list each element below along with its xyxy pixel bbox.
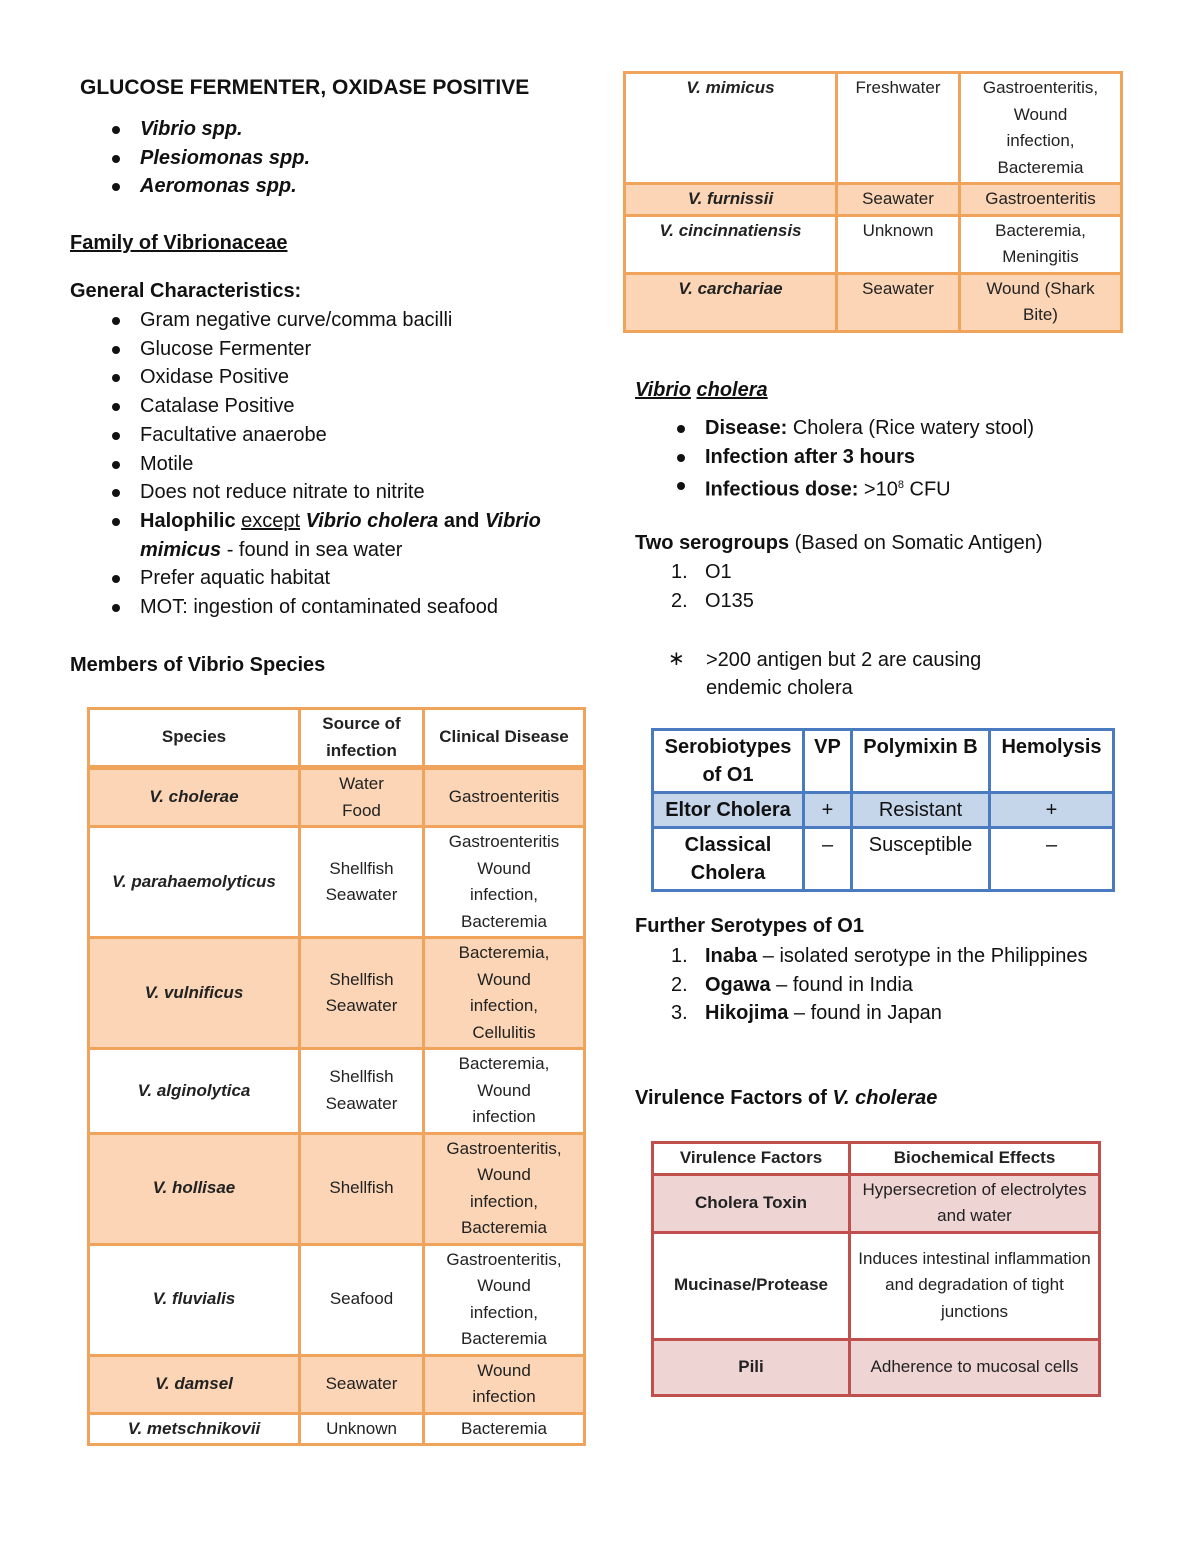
further-serotypes-heading: Further Serotypes of O1 xyxy=(635,915,864,937)
disease-cell: Gastroenteritis, Wound infection, Bacteremia xyxy=(424,1133,585,1244)
list-item: Infectious dose: $>10^8$ CFU xyxy=(635,471,1155,504)
table-row xyxy=(89,938,585,1049)
source-cell: Unknown xyxy=(300,1413,424,1445)
table-row xyxy=(89,827,585,938)
header-cell: Source of infection xyxy=(300,709,424,768)
effect-cell: Induces intestinal inflammation and degradation of tight junctions xyxy=(850,1232,1100,1339)
effect-cell: Hypersecretion of electrolytes and water xyxy=(850,1174,1100,1232)
general-characteristics-heading: General Characteristics: xyxy=(70,280,302,302)
table-row xyxy=(653,1174,1100,1232)
header-cell: Clinical Disease xyxy=(424,709,585,768)
table-row xyxy=(625,215,1122,273)
factor-cell: Mucinase/Protease xyxy=(653,1232,850,1339)
disease-cell: Gastroenteritis, Wound infection, Bacteremia xyxy=(424,1244,585,1355)
vp-cell: – xyxy=(804,828,852,891)
species-cell: V. mimicus xyxy=(625,73,837,184)
antigen-note: >200 antigen but 2 are causing endemic cholera xyxy=(706,649,982,699)
species-cell: V. hollisae xyxy=(89,1133,300,1244)
list-item: 2. Ogawa – found in India xyxy=(671,973,913,996)
characteristics-list xyxy=(70,306,580,622)
hemolysis-cell: – xyxy=(990,828,1114,891)
list-item: Facultative anaerobe xyxy=(70,421,580,450)
serogroups-list xyxy=(635,558,1135,615)
table-row xyxy=(625,273,1122,331)
table-row xyxy=(625,73,1122,184)
list-item: Motile xyxy=(70,450,580,479)
asterisk-icon: ∗ xyxy=(668,648,685,670)
species-cell: V. vulnificus xyxy=(89,938,300,1049)
list-item: Vibrio spp. xyxy=(70,115,570,144)
table-row xyxy=(653,1339,1100,1395)
source-cell: Shellfish Seawater xyxy=(300,938,424,1049)
list-item: Infection after 3 hours xyxy=(635,443,1155,472)
species-cell: V. cincinnatiensis xyxy=(625,215,837,273)
list-item: Aeromonas spp. xyxy=(70,172,570,201)
disease-cell: Bacteremia, Meningitis xyxy=(960,215,1122,273)
disease-cell: Bacteremia, Wound infection, Cellulitis xyxy=(424,938,585,1049)
table-row xyxy=(89,1133,585,1244)
table-row xyxy=(89,1049,585,1134)
species-cell: V. fluvialis xyxy=(89,1244,300,1355)
source-cell: Shellfish xyxy=(300,1133,424,1244)
source-cell: Seawater xyxy=(837,184,960,216)
table-row xyxy=(653,1232,1100,1339)
members-heading: Members of Vibrio Species xyxy=(70,654,326,676)
list-item: Prefer aquatic habitat xyxy=(70,564,580,593)
biotype-cell: Classical Cholera xyxy=(653,828,804,891)
polymixin-cell: Resistant xyxy=(852,793,990,828)
header-cell: Serobiotypes of O1 xyxy=(653,730,804,793)
virulence-table xyxy=(651,1141,1101,1397)
vp-cell: + xyxy=(804,793,852,828)
source-cell: Seafood xyxy=(300,1244,424,1355)
table-row xyxy=(89,1413,585,1445)
source-cell: Water Food xyxy=(300,768,424,827)
vibrio-cholera-heading: Vibrio cholera xyxy=(635,379,768,401)
species-cell: V. alginolytica xyxy=(89,1049,300,1134)
vibrio-cholera-list xyxy=(635,414,1155,505)
header-cell: Virulence Factors xyxy=(653,1143,850,1175)
header-cell: Hemolysis xyxy=(990,730,1114,793)
disease-cell: Gastroenteritis Wound infection, Bacteremia xyxy=(424,827,585,938)
source-cell: Shellfish Seawater xyxy=(300,1049,424,1134)
source-cell: Freshwater xyxy=(837,73,960,184)
species-cell: V. carchariae xyxy=(625,273,837,331)
list-item: Disease: Cholera (Rice watery stool) xyxy=(635,414,1155,443)
header-cell: Species xyxy=(89,709,300,768)
species-cell: V. parahaemolyticus xyxy=(89,827,300,938)
header-cell: Biochemical Effects xyxy=(850,1143,1100,1175)
species-cell: V. furnissii xyxy=(625,184,837,216)
list-item: Plesiomonas spp. xyxy=(70,144,570,173)
serogroups-heading: Two serogroups (Based on Somatic Antigen) xyxy=(635,532,1043,554)
factor-cell: Pili xyxy=(653,1339,850,1395)
species-cell: V. cholerae xyxy=(89,768,300,827)
list-item: MOT: ingestion of contaminated seafood xyxy=(70,593,580,622)
list-item: Does not reduce nitrate to nitrite xyxy=(70,478,580,507)
header-cell: Polymixin B xyxy=(852,730,990,793)
list-item: 2. O135 xyxy=(671,589,754,612)
list-item: Oxidase Positive xyxy=(70,363,580,392)
table-row xyxy=(89,1355,585,1413)
list-item: 1. Inaba – isolated serotype in the Philippines xyxy=(671,945,1088,967)
species-cell: V. damsel xyxy=(89,1355,300,1413)
page-heading: GLUCOSE FERMENTER, OXIDASE POSITIVE xyxy=(80,76,530,99)
members-table xyxy=(87,707,586,1446)
table-header-row xyxy=(89,709,585,768)
genera-list xyxy=(70,115,570,201)
effect-cell: Adherence to mucosal cells xyxy=(850,1339,1100,1395)
list-item: Glucose Fermenter xyxy=(70,335,580,364)
list-item: 1. O1 xyxy=(671,561,732,583)
table-row xyxy=(625,184,1122,216)
list-item: Catalase Positive xyxy=(70,392,580,421)
disease-cell: Wound infection xyxy=(424,1355,585,1413)
list-item: 3. Hikojima – found in Japan xyxy=(671,1002,942,1024)
source-cell: Seawater xyxy=(837,273,960,331)
biotype-cell: Eltor Cholera xyxy=(653,793,804,828)
polymixin-cell: Susceptible xyxy=(852,828,990,891)
list-item: Gram negative curve/comma bacilli xyxy=(70,306,580,335)
source-cell: Unknown xyxy=(837,215,960,273)
family-heading: Family of Vibrionaceae xyxy=(70,232,288,254)
disease-cell: Gastroenteritis xyxy=(960,184,1122,216)
header-cell: VP xyxy=(804,730,852,793)
table-row xyxy=(89,768,585,827)
source-cell: Seawater xyxy=(300,1355,424,1413)
table-row xyxy=(653,793,1114,828)
disease-cell: Gastroenteritis xyxy=(424,768,585,827)
members-table-continued xyxy=(623,71,1123,333)
table-row xyxy=(653,828,1114,891)
disease-cell: Gastroenteritis, Wound infection, Bacteremia xyxy=(960,73,1122,184)
source-cell: Shellfish Seawater xyxy=(300,827,424,938)
virulence-heading: Virulence Factors of V. cholerae xyxy=(635,1087,938,1109)
biotype-table xyxy=(651,728,1115,892)
table-header-row xyxy=(653,1143,1100,1175)
list-item-halophilic: Halophilic except Vibrio cholera and Vibrio mimicus - found in sea water xyxy=(70,507,580,564)
table-row xyxy=(89,1244,585,1355)
disease-cell: Wound (Shark Bite) xyxy=(960,273,1122,331)
factor-cell: Cholera Toxin xyxy=(653,1174,850,1232)
hemolysis-cell: + xyxy=(990,793,1114,828)
further-serotypes-list xyxy=(635,942,1155,1028)
table-header-row xyxy=(653,730,1114,793)
species-cell: V. metschnikovii xyxy=(89,1413,300,1445)
disease-cell: Bacteremia, Wound infection xyxy=(424,1049,585,1134)
disease-cell: Bacteremia xyxy=(424,1413,585,1445)
